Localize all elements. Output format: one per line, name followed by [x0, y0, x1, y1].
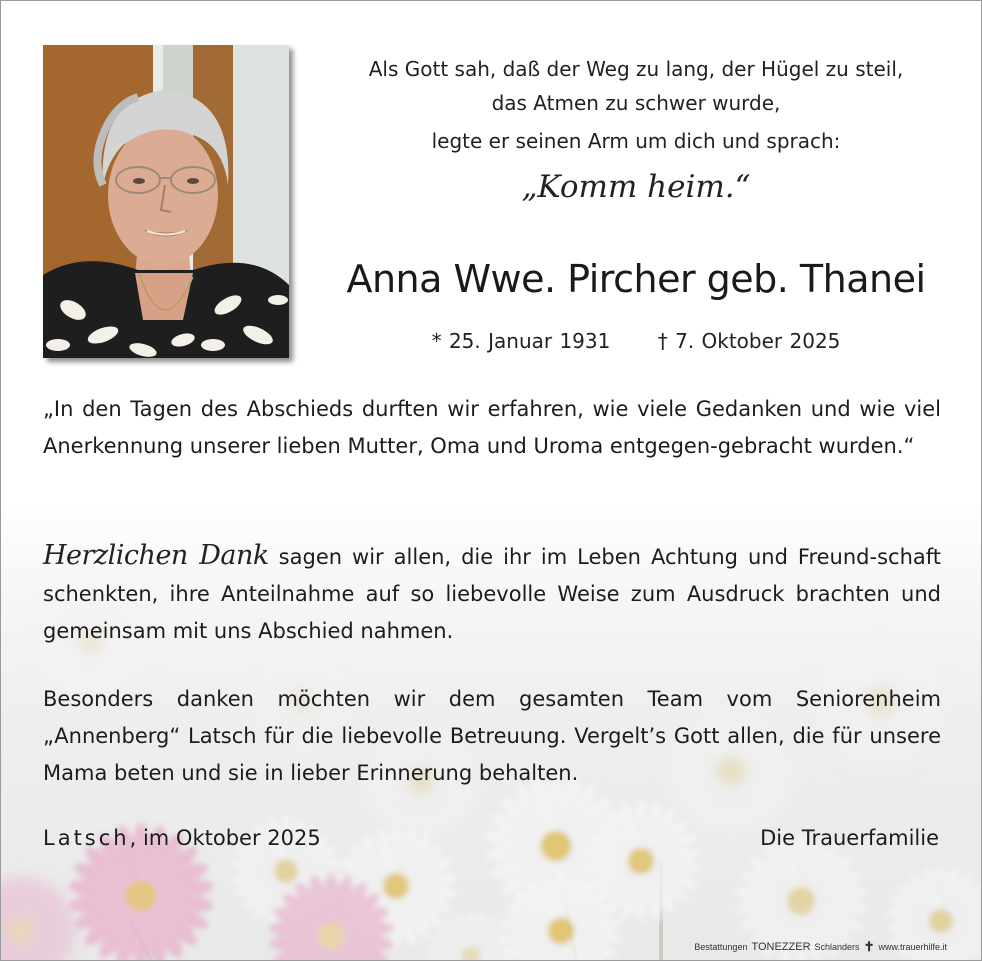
thanks-script-heading: Herzlichen Dank	[43, 540, 269, 571]
funeral-home-footer	[694, 939, 947, 955]
gratitude-paragraph-3: Besonders danken möchten wir dem gesamten Team vom Seniorenheim „Annenberg“ Latsch für die liebevolle Betreuung. Vergelt’s Gott allen, die für unsere Mama beten und sie in lieber Erinnerung behalten.	[43, 687, 941, 785]
gratitude-paragraph-2-text: sagen wir allen, die ihr im Leben Achtung und Freund-schaft schenkten, ihre Anteilnahme auf so liebevolle Weise zum Ausdruck brachten und gemeinsam mit uns Abschied nahmen.	[43, 545, 942, 643]
place-name: Latsch	[43, 826, 130, 850]
poem-line-1: Als Gott sah, daß der Weg zu lang, der Hügel zu steil,	[368, 57, 904, 81]
death-date: † 7. Oktober 2025	[657, 329, 841, 353]
poem-line-3: legte er seinen Arm um dich und sprach:	[431, 129, 841, 153]
poem-quote: „Komm heim.“	[521, 169, 751, 205]
deceased-name: Anna Wwe. Pircher geb. Thanei	[346, 257, 926, 301]
gratitude-paragraph-2	[43, 537, 941, 650]
footer-brand: TONEZZER	[751, 941, 811, 953]
daisy-flower	[1, 873, 79, 960]
cross-icon: ✝	[863, 939, 875, 954]
place-and-date	[43, 826, 321, 850]
closing-date: , im Oktober 2025	[129, 826, 321, 850]
footer-url[interactable]: www.trauerhilfe.it	[878, 942, 947, 952]
signature: Die Trauerfamilie	[760, 826, 939, 850]
gratitude-paragraph-1: „In den Tagen des Abschieds durften wir erfahren, wie viele Gedanken und wie viel Anerkennung unserer lieben Mutter, Oma und Uroma entgegen-gebracht wurden.“	[43, 397, 941, 458]
poem-line-2: das Atmen zu schwer wurde,	[491, 91, 781, 115]
footer-town: Schlanders	[814, 942, 860, 952]
life-dates	[301, 329, 971, 353]
footer-prefix: Bestattungen	[694, 942, 748, 952]
birth-date: * 25. Januar 1931	[431, 329, 611, 353]
portrait-photo	[43, 45, 289, 358]
